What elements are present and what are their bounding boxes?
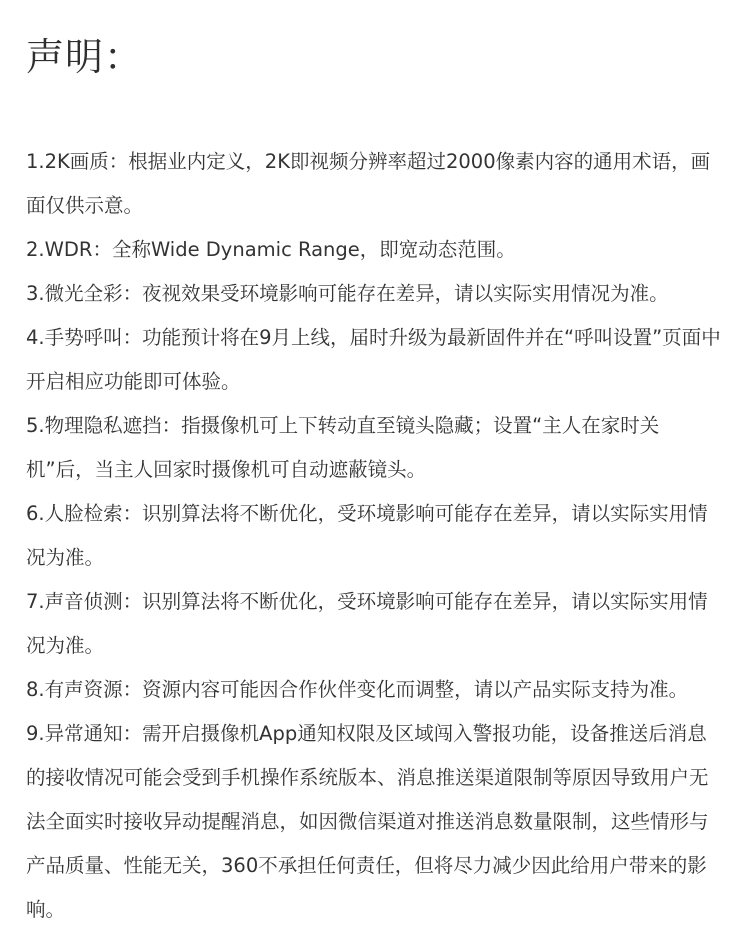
disclaimer-item-2: 2.WDR：全称Wide Dynamic Range，即宽动态范围。 bbox=[26, 238, 516, 261]
disclaimer-item-9: 9.异常通知：需开启摄像机App通知权限及区域闯入警报功能，设备推送后消息的接收情况可能会受到手机操作系统版本、消息推送渠道限制等原因导致用户无法全面实时接收异动提醒消息，如因微信渠道对推送消息数量限制，这些情形与产品质量、性能无关，360不承担任何责任，但将尽力减少因此给用户带来的影响。 bbox=[26, 722, 709, 921]
disclaimer-item-5: 5.物理隐私遮挡：指摄像机可上下转动直至镜头隐藏；设置“主人在家时关机”后，当主人回家时摄像机可自动遮蔽镜头。 bbox=[26, 414, 660, 481]
disclaimer-item-7: 7.声音侦测：识别算法将不断优化，受环境影响可能存在差异，请以实际实用情况为准。 bbox=[26, 590, 708, 657]
page-title: 声明： bbox=[26, 35, 144, 79]
disclaimer-item-4: 4.手势呼叫：功能预计将在9月上线，届时升级为最新固件并在“呼叫设置”页面中开启相应功能即可体验。 bbox=[26, 326, 721, 393]
disclaimer-list bbox=[26, 140, 726, 932]
disclaimer-item-1: 1.2K画质：根据业内定义，2K即视频分辨率超过2000像素内容的通用术语，画面仅供示意。 bbox=[26, 150, 711, 217]
disclaimer-item-6: 6.人脸检索：识别算法将不断优化，受环境影响可能存在差异，请以实际实用情况为准。 bbox=[26, 502, 708, 569]
disclaimer-item-3: 3.微光全彩：夜视效果受环境影响可能存在差异，请以实际实用情况为准。 bbox=[26, 282, 669, 305]
disclaimer-item-8: 8.有声资源：资源内容可能因合作伙伴变化而调整，请以产品实际支持为准。 bbox=[26, 678, 689, 701]
